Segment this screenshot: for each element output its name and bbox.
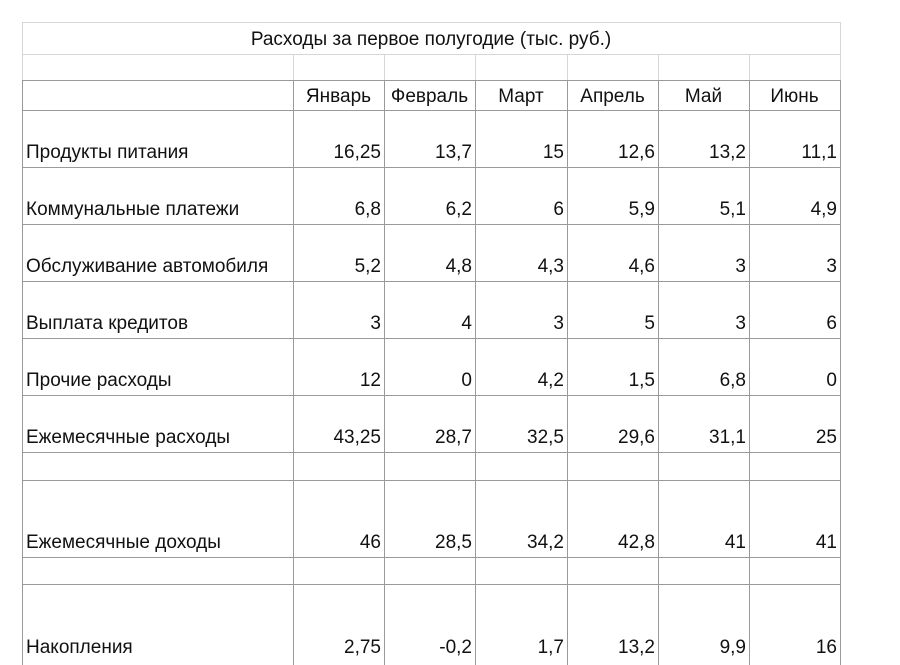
table-cell: 32,5 (527, 427, 564, 448)
table-cell: 3 (370, 313, 381, 334)
grid-line (22, 224, 840, 225)
table-cell: 6,8 (719, 370, 746, 391)
table-cell: 41 (815, 532, 837, 553)
grid-line (22, 167, 840, 168)
table-cell: 4,9 (810, 199, 837, 220)
grid-line (22, 110, 840, 111)
grid-line (384, 54, 385, 80)
grid-line (22, 281, 840, 282)
table-cell: 6 (826, 313, 837, 334)
grid-line (22, 338, 840, 339)
grid-line (22, 80, 840, 81)
table-cell: 4 (461, 313, 472, 334)
table-cell: -0,2 (439, 637, 472, 658)
table-cell: 25 (815, 427, 837, 448)
grid-line (22, 54, 840, 55)
grid-line (567, 54, 568, 80)
grid-line (22, 80, 23, 665)
table-cell: 16 (815, 637, 837, 658)
grid-line (749, 54, 750, 80)
grid-line (22, 22, 840, 23)
grid-line (840, 80, 841, 665)
table-cell: 12,6 (618, 142, 655, 163)
month-header: Январь (305, 86, 372, 107)
table-cell: 4,8 (445, 256, 472, 277)
table-cell: 1,5 (628, 370, 655, 391)
table-cell: 41 (724, 532, 746, 553)
table-cell: 16,25 (333, 142, 381, 163)
table-cell: 12 (359, 370, 381, 391)
table-cell: 5,9 (628, 199, 655, 220)
row-label: Ежемесячные доходы (26, 532, 221, 553)
table-cell: 5 (644, 313, 655, 334)
grid-line (22, 480, 840, 481)
table-cell: 1,7 (537, 637, 564, 658)
sheet-title: Расходы за первое полугодие (тыс. руб.) (250, 29, 612, 50)
table-cell: 4,2 (537, 370, 564, 391)
table-cell: 4,6 (628, 256, 655, 277)
table-cell: 13,2 (709, 142, 746, 163)
row-label: Коммунальные платежи (26, 199, 240, 220)
month-header: Февраль (390, 86, 469, 107)
month-header: Июнь (770, 86, 819, 107)
row-label: Накопления (26, 637, 133, 658)
row-label: Обслуживание автомобиля (26, 256, 269, 277)
table-cell: 3 (826, 256, 837, 277)
table-cell: 43,25 (333, 427, 381, 448)
grid-line (22, 557, 840, 558)
table-cell: 5,1 (719, 199, 746, 220)
table-cell: 2,75 (344, 637, 381, 658)
table-cell: 6,8 (354, 199, 381, 220)
row-label: Выплата кредитов (26, 313, 189, 334)
grid-line (658, 54, 659, 80)
table-cell: 34,2 (527, 532, 564, 553)
row-label: Продукты питания (26, 142, 189, 163)
grid-line (22, 584, 840, 585)
row-label: Ежемесячные расходы (26, 427, 231, 448)
table-cell: 11,1 (801, 142, 837, 163)
month-header: Март (498, 86, 544, 107)
table-cell: 15 (542, 142, 564, 163)
table-cell: 28,7 (435, 427, 472, 448)
table-cell: 0 (826, 370, 837, 391)
grid-line (22, 452, 840, 453)
table-cell: 9,9 (719, 637, 746, 658)
grid-line (840, 22, 841, 80)
row-label: Прочие расходы (26, 370, 172, 391)
grid-line (293, 54, 294, 80)
table-cell: 3 (735, 256, 746, 277)
table-cell: 5,2 (354, 256, 381, 277)
table-cell: 31,1 (709, 427, 746, 448)
grid-line (475, 54, 476, 80)
table-cell: 46 (359, 532, 381, 553)
table-cell: 4,3 (537, 256, 564, 277)
table-cell: 3 (553, 313, 564, 334)
table-cell: 29,6 (618, 427, 655, 448)
table-cell: 13,2 (618, 637, 655, 658)
table-cell: 6,2 (445, 199, 472, 220)
table-cell: 28,5 (435, 532, 472, 553)
grid-line (22, 395, 840, 396)
table-cell: 3 (735, 313, 746, 334)
month-header: Май (684, 86, 723, 107)
table-cell: 6 (553, 199, 564, 220)
month-header: Апрель (580, 86, 645, 107)
table-cell: 13,7 (435, 142, 472, 163)
table-cell: 0 (461, 370, 472, 391)
table-cell: 42,8 (618, 532, 655, 553)
